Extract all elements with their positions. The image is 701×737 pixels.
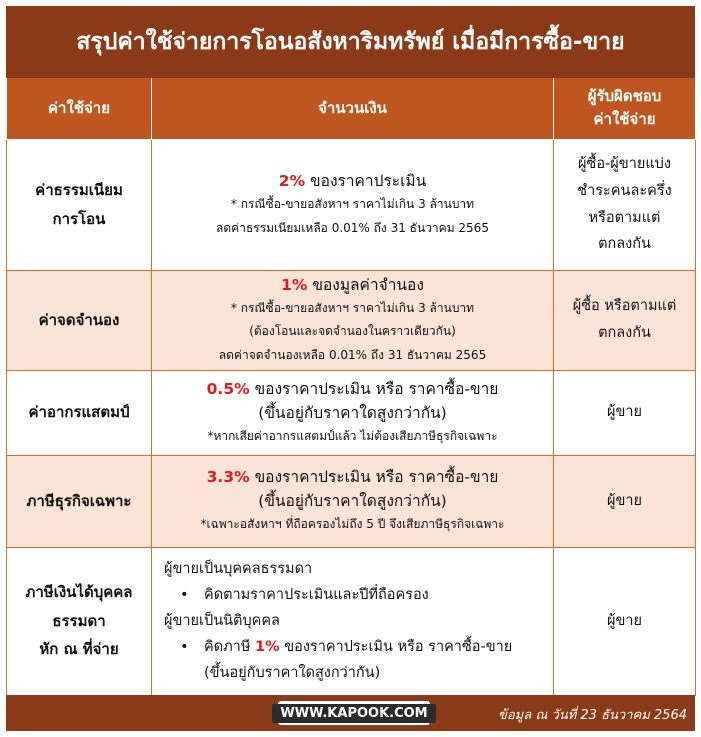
amount-transfer-fee: 2% ของราคาประเมิน * กรณีซื้อ-ขายอสังหาฯ ราคาไม่เกิน 3 ล้านบาท ลดค่าธรรมเนียมเหลือ 0.01% ถึง 31 ธันวาคม 2565: [152, 139, 554, 270]
amount-withholding-tax: ผู้ขายเป็นบุคคลธรรมดา • คิดตามราคาประเมินและปีที่ถือครอง ผู้ขายเป็นนิติบุคคล • คิดภาษี 1% ของราคาประเมิน หรือ ราคาซื้อ-ขาย (ขึ้นอยู่กับราคาใดสูงกว่ากัน): [152, 547, 554, 695]
rate-value: 3.3%: [206, 468, 250, 487]
header-expense: ค่าใช้จ่าย: [7, 78, 152, 139]
row-label-withholding-tax: ภาษีเงินได้บุคคล ธรรมดา หัก ณ ที่จ่าย: [7, 547, 152, 695]
footer: [6, 695, 695, 731]
table-row: [7, 370, 696, 455]
site-logo: [278, 701, 430, 725]
row-label-mortgage-fee: ค่าจดจำนอง: [7, 270, 152, 370]
rate-value: 1%: [281, 275, 308, 294]
page-title-text: สรุปค่าใช้จ่ายการโอนอสังหาริมทรัพย์ เมื่อมีการซื้อ-ขาย: [76, 29, 625, 55]
rate-value: 0.5%: [206, 379, 250, 398]
responsible-transfer-fee: ผู้ซื้อ-ผู้ขายแบ่ง ชำระคนละครึ่ง หรือตามแต่ ตกลงกัน: [554, 139, 696, 270]
responsible-business-tax: ผู้ขาย: [554, 455, 696, 547]
bullet-icon: •: [180, 639, 189, 656]
cost-summary-table: [6, 78, 696, 696]
page-title: [6, 6, 695, 78]
amount-business-tax: 3.3% ของราคาประเมิน หรือ ราคาซื้อ-ขาย (ขึ้นอยู่กับราคาใดสูงกว่ากัน) *เฉพาะอสังหาฯ ที่ถือครองไม่ถึง 5 ปี จึงเสียภาษีธุรกิจเฉพาะ: [152, 455, 554, 547]
rate-value: 2%: [278, 172, 306, 191]
header-amount: จำนวนเงิน: [152, 78, 554, 139]
amount-stamp-duty: 0.5% ของราคาประเมิน หรือ ราคาซื้อ-ขาย (ขึ้นอยู่กับราคาใดสูงกว่ากัน) *หากเสียค่าอากรแสตมป์แล้ว ไม่ต้องเสียภาษีธุรกิจเฉพาะ: [152, 370, 554, 455]
responsible-mortgage-fee: ผู้ซื้อ หรือตามแต่ ตกลงกัน: [554, 270, 696, 370]
table-header-row: [7, 78, 696, 139]
bullet-icon: •: [180, 586, 189, 603]
table-row: [7, 455, 696, 547]
row-label-stamp-duty: ค่าอากรแสตมป์: [7, 370, 152, 455]
responsible-stamp-duty: ผู้ขาย: [554, 370, 696, 455]
rate-value: 1%: [254, 639, 280, 656]
row-label-business-tax: ภาษีธุรกิจเฉพาะ: [7, 455, 152, 547]
site-url: WWW.KAPOOK.COM: [272, 704, 435, 723]
list-item: • คิดตามราคาประเมินและปีที่ถือครอง: [164, 582, 541, 608]
table-row: [7, 139, 696, 270]
table-row: [7, 270, 696, 370]
data-date: ข้อมูล ณ วันที่ 23 ธันวาคม 2564: [497, 708, 687, 723]
responsible-withholding-tax: ผู้ขาย: [554, 547, 696, 695]
amount-mortgage-fee: 1% ของมูลค่าจำนอง * กรณีซื้อ-ขายอสังหาฯ ราคาไม่เกิน 3 ล้านบาท (ต้องโอนและจดจำนองในคราวเดียวกัน) ลดค่าจดจำนองเหลือ 0.01% ถึง 31 ธันวาคม 2565: [152, 270, 554, 370]
row-label-transfer-fee: ค่าธรรมเนียม การโอน: [7, 139, 152, 270]
list-item: • คิดภาษี 1% ของราคาประเมิน หรือ ราคาซื้อ-ขาย: [164, 634, 541, 660]
table-row: [7, 547, 696, 695]
header-responsible: ผู้รับผิดชอบ ค่าใช้จ่าย: [554, 78, 696, 139]
